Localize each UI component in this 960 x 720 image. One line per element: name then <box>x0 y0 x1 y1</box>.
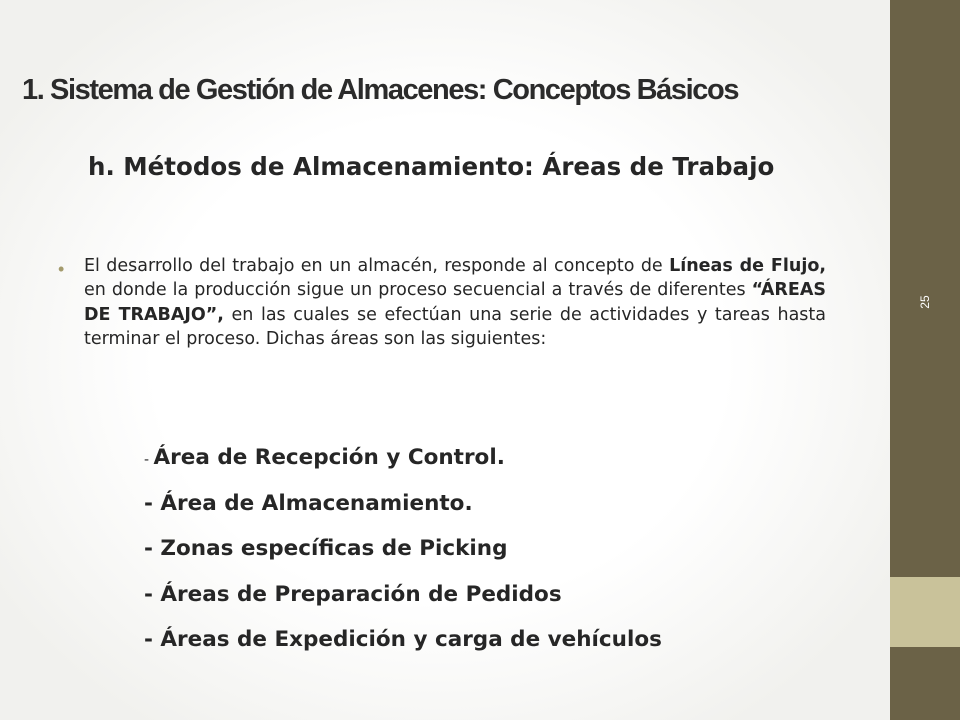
area-item <box>144 441 864 487</box>
paragraph-text: El desarrollo del trabajo en un almacén, responde al concepto de <box>84 256 670 276</box>
side-bar-accent <box>890 577 960 647</box>
area-dash: - <box>144 452 154 468</box>
paragraph-text: en las cuales se efectúan una serie de actividades y tareas hasta terminar el proceso. Dichas áreas son las siguientes: <box>84 304 826 350</box>
paragraph-bold-text: “ÁREAS DE TRABAJO”, <box>84 280 826 325</box>
paragraph-text: en donde la producción sigue un proceso secuencial a través de diferentes <box>84 280 752 301</box>
areas-list <box>144 441 864 669</box>
slide-subtitle: h. Métodos de Almacenamiento: Áreas de Trabajo <box>88 152 775 181</box>
bullet-paragraph <box>84 254 826 352</box>
bullet-icon: • <box>58 259 65 279</box>
area-item: - Área de Almacenamiento. <box>144 490 473 516</box>
area-item: - Áreas de Expedición y carga de vehículos <box>144 627 662 652</box>
area-item: - Áreas de Preparación de Pedidos <box>144 581 562 607</box>
paragraph-bold-text: Líneas de Flujo, <box>669 256 826 276</box>
page-number: 25 <box>918 295 932 309</box>
area-label: Área de Recepción y Control. <box>153 445 505 470</box>
slide-title: 1. Sistema de Gestión de Almacenes: Conceptos Básicos <box>22 74 739 106</box>
area-item: - Zonas específicas de Picking <box>144 536 508 561</box>
